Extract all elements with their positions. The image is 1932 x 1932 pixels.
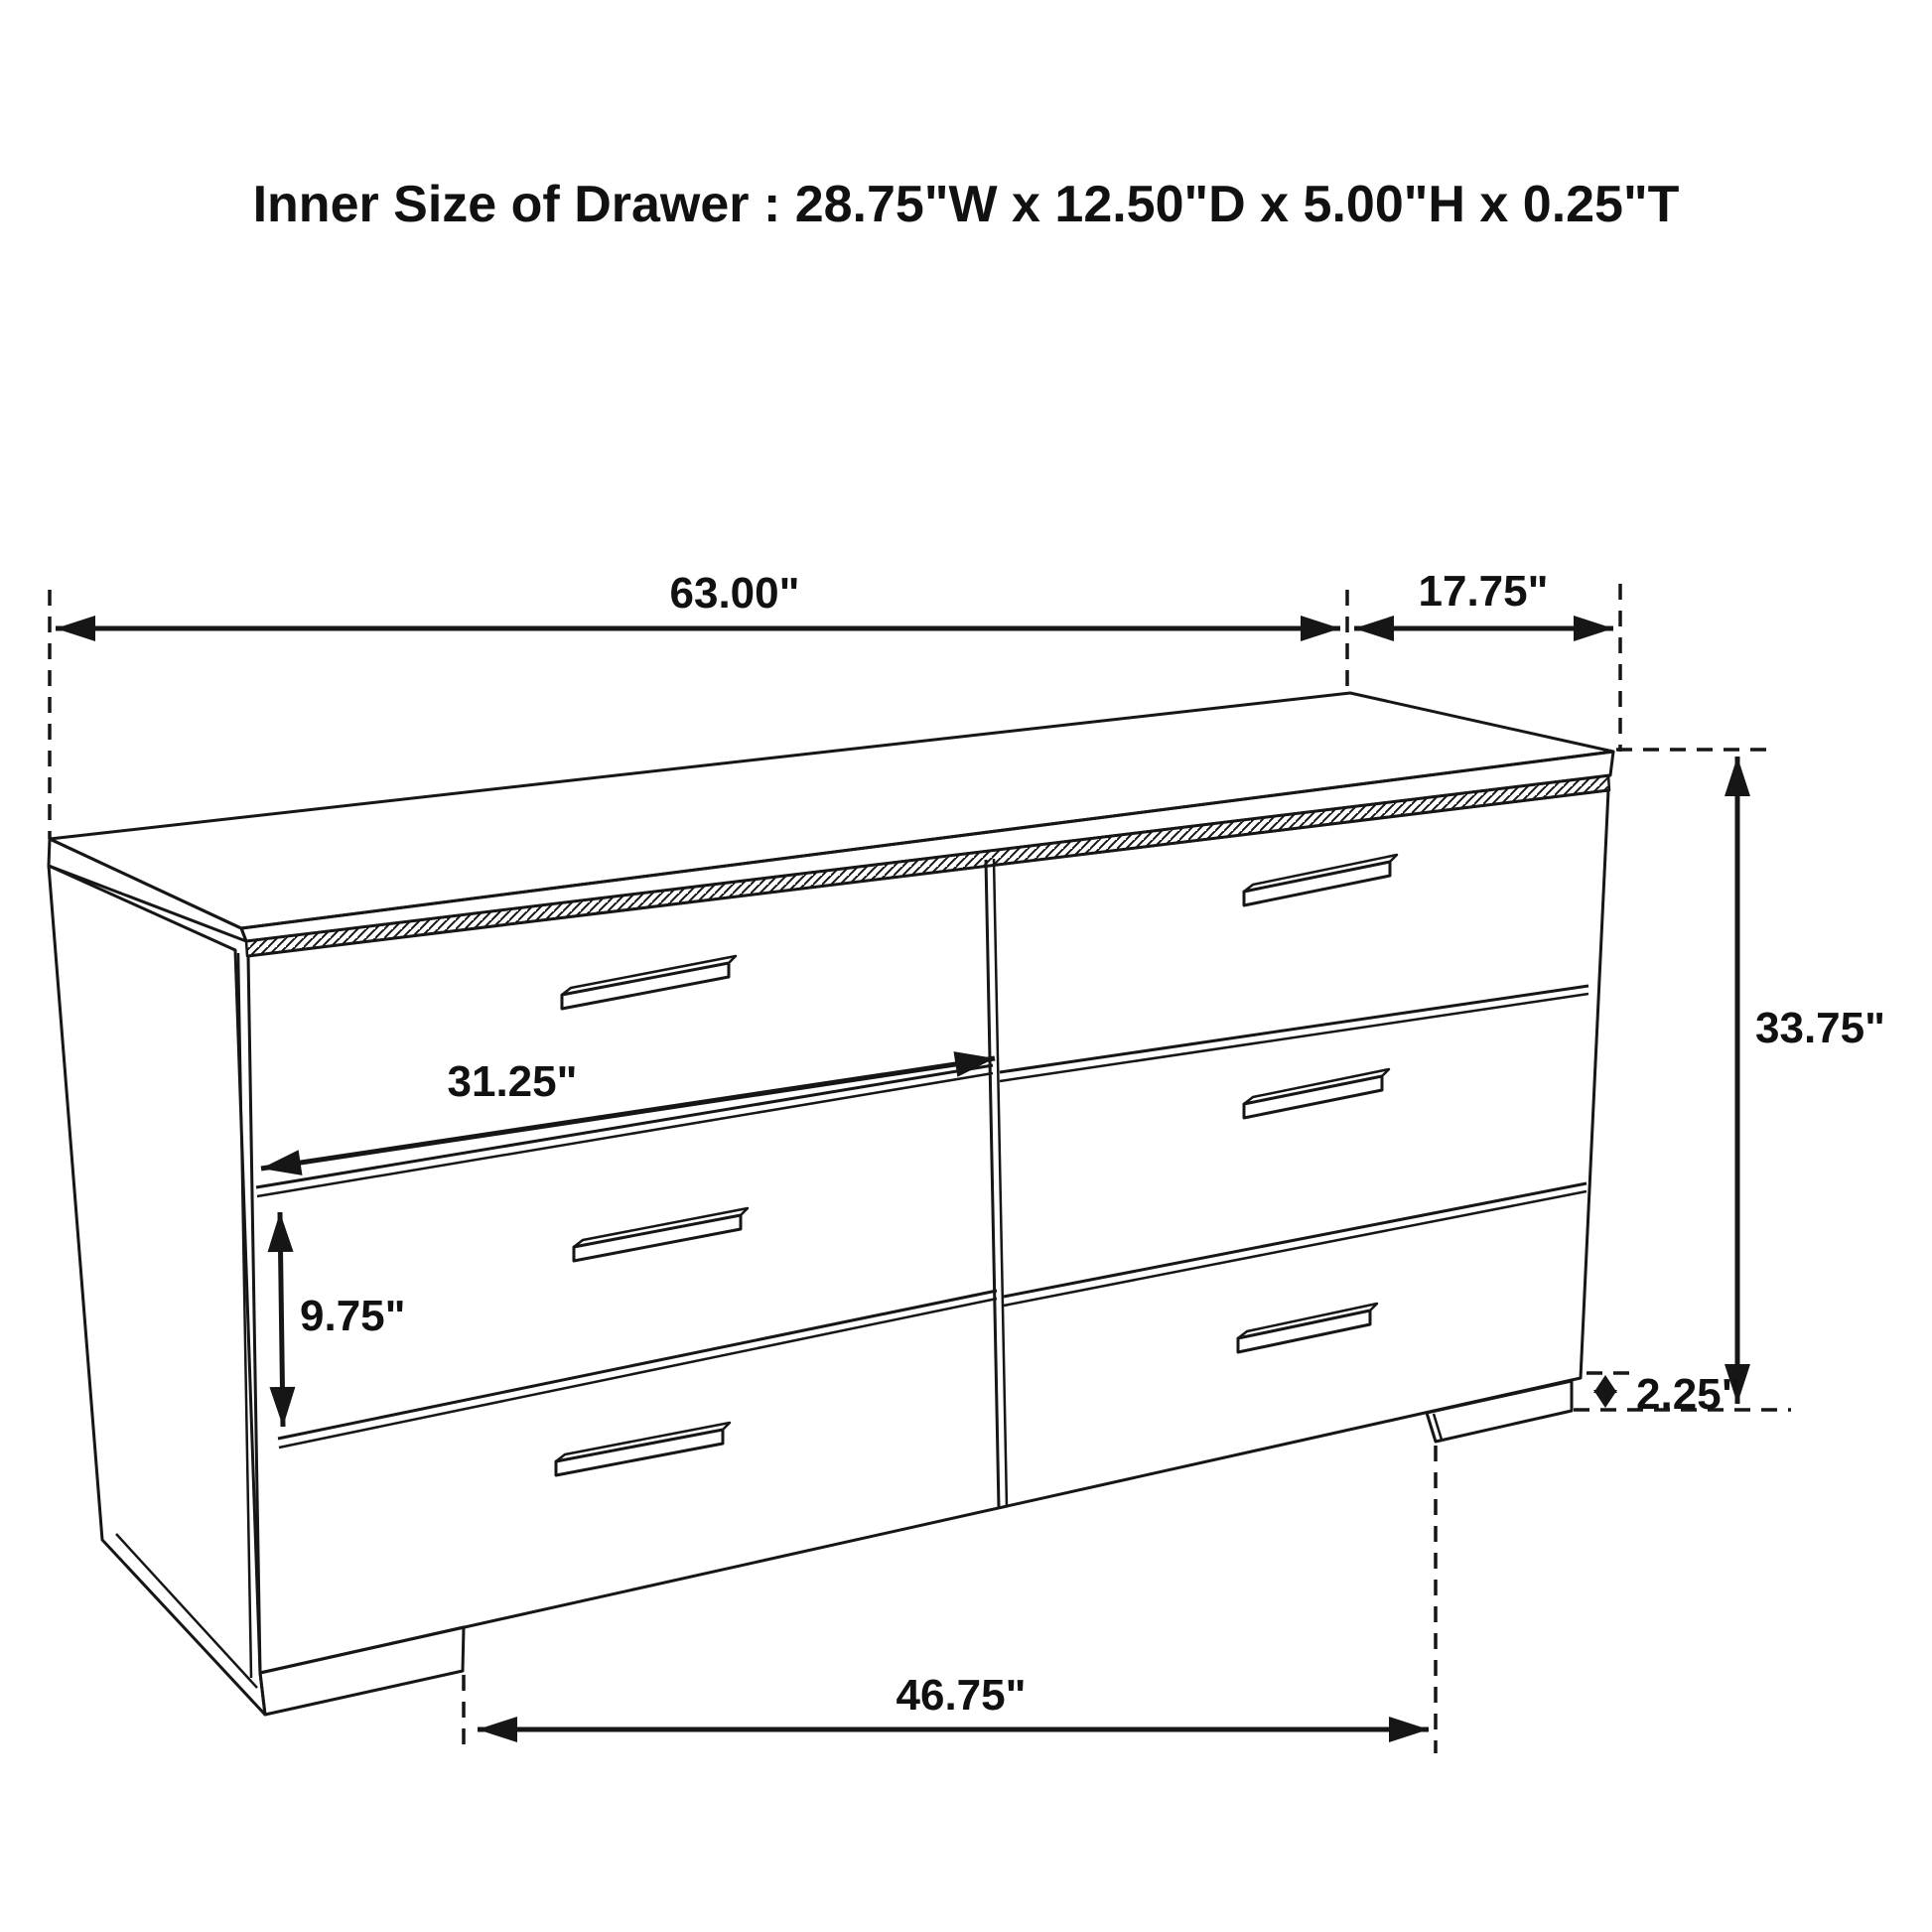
dim-base-span-label: 46.75" — [896, 1671, 1027, 1720]
dim-overall-height-label: 33.75" — [1755, 1004, 1885, 1052]
hatch-band — [246, 775, 1609, 956]
drawer-handle-right-3 — [1238, 1304, 1377, 1352]
dim-depth-label: 17.75" — [1418, 567, 1549, 616]
dresser-body — [49, 693, 1613, 1715]
divider-right-1a — [1000, 986, 1588, 1072]
top-slab-left-end — [49, 839, 246, 941]
arrowhead-down — [1593, 1390, 1617, 1408]
left-side-panel-edge-line — [116, 1534, 257, 1688]
dimension-annotations — [50, 567, 1885, 1753]
divider-left-1b — [257, 1073, 993, 1196]
top-slab-front-face — [241, 752, 1613, 941]
page-title: Inner Size of Drawer : 28.75"W x 12.50"D x 5.00"H x 0.25"T — [252, 176, 1680, 233]
drawer-handle-left-1 — [562, 956, 736, 1009]
handle-bar — [1238, 1311, 1370, 1352]
dim-drawer-width-label: 31.25" — [447, 1057, 578, 1106]
drawer-handle-right-1 — [1244, 855, 1397, 905]
left-side-panel — [49, 866, 265, 1715]
drawer-handle-left-3 — [556, 1423, 730, 1475]
handle-bar — [1244, 1076, 1382, 1118]
divider-right-1b — [1000, 994, 1588, 1081]
divider-left-1a — [256, 1065, 993, 1187]
dim-drawer-height — [280, 1212, 406, 1427]
dim-overall-height — [1574, 750, 1885, 1410]
dim-drawer-height-label: 9.75" — [300, 1292, 406, 1340]
left-leg — [260, 1627, 464, 1715]
dim-drawer-width — [261, 1057, 995, 1169]
dim-base-span — [464, 1446, 1436, 1753]
right-leg — [1427, 1381, 1572, 1442]
handle-bar — [1244, 862, 1390, 905]
dimension-line — [280, 1212, 283, 1427]
divider-right-2b — [1004, 1191, 1587, 1306]
dimension-line — [261, 1058, 995, 1169]
dim-base-height-label: 2.25" — [1636, 1370, 1742, 1419]
drawer-handle-right-2 — [1244, 1069, 1389, 1118]
drawer-handle-left-2 — [574, 1208, 748, 1261]
divider-right-2a — [1004, 1183, 1587, 1297]
dim-overall-width-label: 63.00" — [669, 569, 800, 618]
dim-overall-width — [50, 569, 1347, 839]
